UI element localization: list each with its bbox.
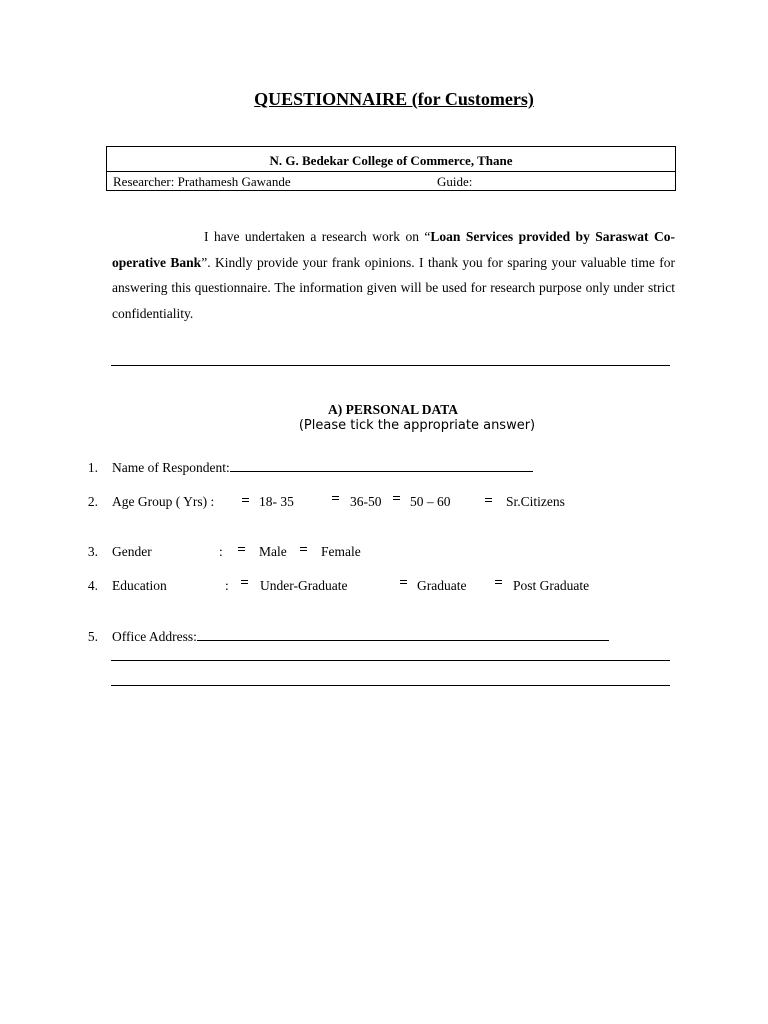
office-address-field-line-2[interactable] — [111, 660, 670, 661]
section-title: A) PERSONAL DATA — [327, 402, 458, 417]
education-postgraduate-checkbox[interactable] — [495, 580, 502, 584]
education-label: Education — [112, 578, 167, 593]
question-number-5: 5. — [87, 629, 98, 644]
question-number-3: 3. — [87, 544, 98, 559]
office-address-field-line-3[interactable] — [111, 685, 670, 686]
section-subtitle: (Please tick the appropriate answer) — [298, 418, 536, 433]
education-graduate-checkbox[interactable] — [400, 580, 407, 584]
info-box-divider — [107, 171, 675, 172]
education-postgraduate-label: Post Graduate — [513, 578, 590, 593]
age-sr-citizens-checkbox[interactable] — [485, 498, 492, 502]
gender-female-label: Female — [321, 544, 361, 559]
education-colon: : — [225, 578, 229, 593]
question-1 — [112, 460, 533, 476]
age-18-35-checkbox[interactable] — [242, 498, 249, 502]
education-undergraduate-label: Under-Graduate — [260, 578, 348, 593]
question-5 — [112, 629, 609, 645]
age-group-label: Age Group ( Yrs) : — [112, 494, 215, 509]
question-number-1: 1. — [87, 460, 98, 475]
question-number-4: 4. — [87, 578, 98, 593]
age-50-60-checkbox[interactable] — [393, 496, 400, 500]
education-graduate-label: Graduate — [417, 578, 467, 593]
age-50-60-label: 50 – 60 — [410, 494, 451, 509]
name-of-respondent-label: Name of Respondent: — [112, 460, 230, 475]
guide-label: Guide: — [437, 174, 473, 189]
info-box — [106, 146, 676, 191]
office-address-field-line-1[interactable] — [197, 640, 609, 641]
name-of-respondent-field[interactable] — [230, 471, 533, 472]
age-18-35-label: 18- 35 — [259, 494, 294, 509]
education-undergraduate-checkbox[interactable] — [241, 580, 248, 584]
question-number-2: 2. — [87, 494, 98, 509]
intro-bold-bank: Loan Services provided by Saraswat Co-operative Bank — [112, 229, 675, 270]
researcher-label: Researcher: Prathamesh Gawande — [113, 174, 291, 189]
age-sr-citizens-label: Sr.Citizens — [506, 494, 565, 509]
gender-label: Gender — [112, 544, 152, 559]
age-36-50-checkbox[interactable] — [332, 496, 339, 500]
age-36-50-label: 36-50 — [350, 494, 382, 509]
gender-male-label: Male — [259, 544, 287, 559]
gender-colon: : — [219, 544, 223, 559]
intro-text-2: ”. Kindly provide your frank opinions. I thank you for sparing your valuable time for answering this questionnaire. The information given will be used for research purpose only under strict confidentiality. — [112, 254, 675, 321]
page-title: QUESTIONNAIRE (for Customers) — [254, 89, 534, 109]
gender-female-checkbox[interactable] — [300, 547, 307, 551]
office-address-label: Office Address: — [112, 629, 197, 644]
college-name: N. G. Bedekar College of Commerce, Thane — [269, 153, 513, 168]
intro-paragraph — [112, 224, 675, 326]
gender-male-checkbox[interactable] — [238, 547, 245, 551]
intro-text-1: I have undertaken a research work on “ — [204, 229, 431, 244]
separator-line — [111, 365, 670, 366]
